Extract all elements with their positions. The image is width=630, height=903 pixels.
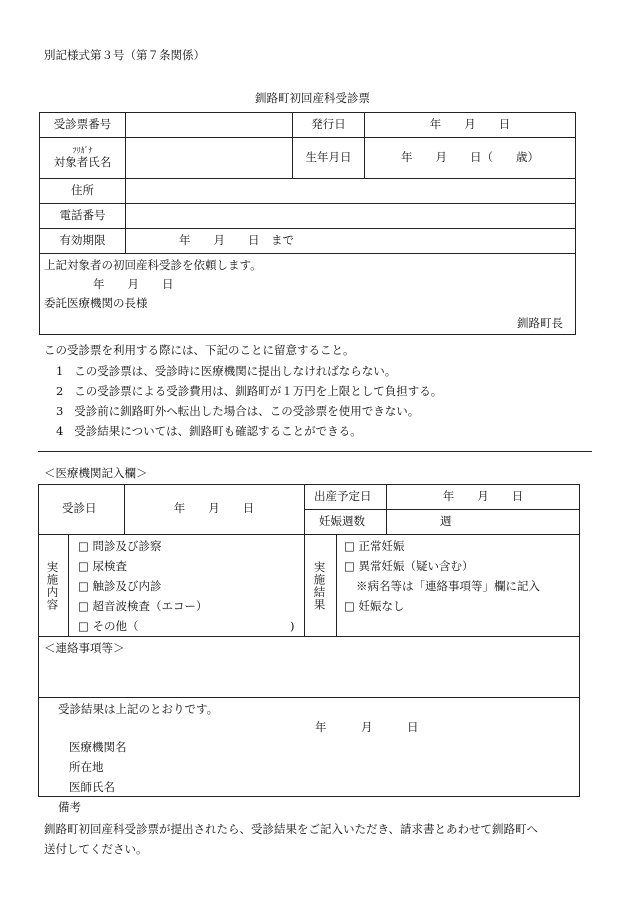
- address-label: 住所: [40, 179, 126, 204]
- result-item-none[interactable]: □ 妊娠なし: [344, 599, 405, 613]
- remarks-line-1: 釧路町初回産科受診票が提出されたら、受診結果をご記入いただき、請求書とあわせて釧路町へ: [44, 822, 539, 836]
- content-label: 実施内容: [45, 561, 60, 611]
- doctor-label: 医師氏名: [69, 780, 115, 794]
- furigana-label: ﾌﾘｶﾞﾅ: [72, 146, 93, 156]
- request-cell: [40, 254, 576, 335]
- addressee: 委託医療機関の長様: [44, 296, 148, 310]
- weeks-label: 妊娠週数: [319, 514, 365, 528]
- content-other-close: ): [290, 619, 295, 633]
- due-date-field[interactable]: 年 月 日: [442, 489, 524, 503]
- issue-date-label: 発行日: [293, 113, 365, 138]
- content-item-palpation[interactable]: □ 触診及び内診: [78, 579, 162, 593]
- phone-field[interactable]: [126, 204, 576, 229]
- valid-field[interactable]: 年 月 日 まで: [126, 229, 576, 254]
- contact-field[interactable]: [40, 657, 578, 695]
- request-date: 年 月 日: [93, 277, 174, 291]
- result-note: ※病名等は「連絡事項等」欄に記入: [356, 579, 540, 593]
- remarks-label: 備考: [58, 800, 81, 814]
- result-date[interactable]: 年 月 日: [315, 720, 419, 734]
- birthdate-field[interactable]: 年 月 日（ 歳）: [365, 138, 576, 179]
- institution-label: 医療機関名: [69, 740, 127, 754]
- request-text: 上記対象者の初回産科受診を依頼します。: [44, 258, 262, 272]
- note-item: 3 受診前に釧路町外へ転出した場合は、この受診票を使用できない。: [56, 404, 420, 418]
- visit-date-field[interactable]: 年 月 日: [173, 501, 255, 515]
- address-field[interactable]: [126, 179, 576, 204]
- content-item-ultrasound[interactable]: □ 超音波検査（エコー）: [78, 599, 208, 613]
- applicant-table: [39, 112, 576, 335]
- content-item-interview[interactable]: □ 問診及び診察: [78, 539, 162, 553]
- name-label: 対象者氏名: [53, 154, 112, 169]
- medical-section-label: ＜医療機関記入欄＞: [44, 466, 148, 480]
- note-item: 4 受診結果については、釧路町も確認することができる。: [56, 424, 362, 438]
- form-number: 別記様式第３号（第７条関係）: [44, 48, 205, 62]
- content-item-other[interactable]: □ その他（: [78, 619, 139, 633]
- ticket-number-field[interactable]: [126, 113, 293, 138]
- issue-date-field[interactable]: 年 月 日: [365, 113, 576, 138]
- remarks-line-2: 送付してください。: [44, 842, 148, 856]
- phone-label: 電話番号: [40, 204, 126, 229]
- content-item-urine[interactable]: □ 尿検査: [78, 559, 128, 573]
- form-title: 釧路町初回産科受診票: [255, 91, 370, 105]
- mayor-name: 釧路町長: [517, 316, 563, 330]
- valid-label: 有効期限: [40, 229, 126, 254]
- note-item: 2 この受診票による受診費用は、釧路町が１万円を上限として負担する。: [56, 384, 443, 398]
- due-date-label: 出産予定日: [314, 489, 372, 503]
- result-item-abnormal[interactable]: □ 異常妊娠（疑い含む）: [344, 559, 474, 573]
- note-item: 1 この受診票は、受診時に医療機関に提出しなければならない。: [56, 364, 397, 378]
- name-label-cell: [40, 138, 126, 179]
- result-item-normal[interactable]: □ 正常妊娠: [344, 539, 405, 553]
- location-label: 所在地: [69, 760, 104, 774]
- ticket-number-label: 受診票番号: [40, 113, 126, 138]
- contact-label: ＜連絡事項等＞: [44, 641, 125, 655]
- notes-intro: この受診票を利用する際には、下記のことに留意すること。: [44, 343, 355, 357]
- result-label: 実施結果: [312, 561, 327, 611]
- birthdate-label: 生年月日: [293, 138, 365, 179]
- weeks-field[interactable]: 週: [440, 514, 452, 528]
- visit-date-label: 受診日: [62, 501, 97, 515]
- result-statement: 受診結果は上記のとおりです。: [58, 702, 219, 716]
- separator-line: [38, 451, 592, 452]
- name-field[interactable]: [126, 138, 293, 179]
